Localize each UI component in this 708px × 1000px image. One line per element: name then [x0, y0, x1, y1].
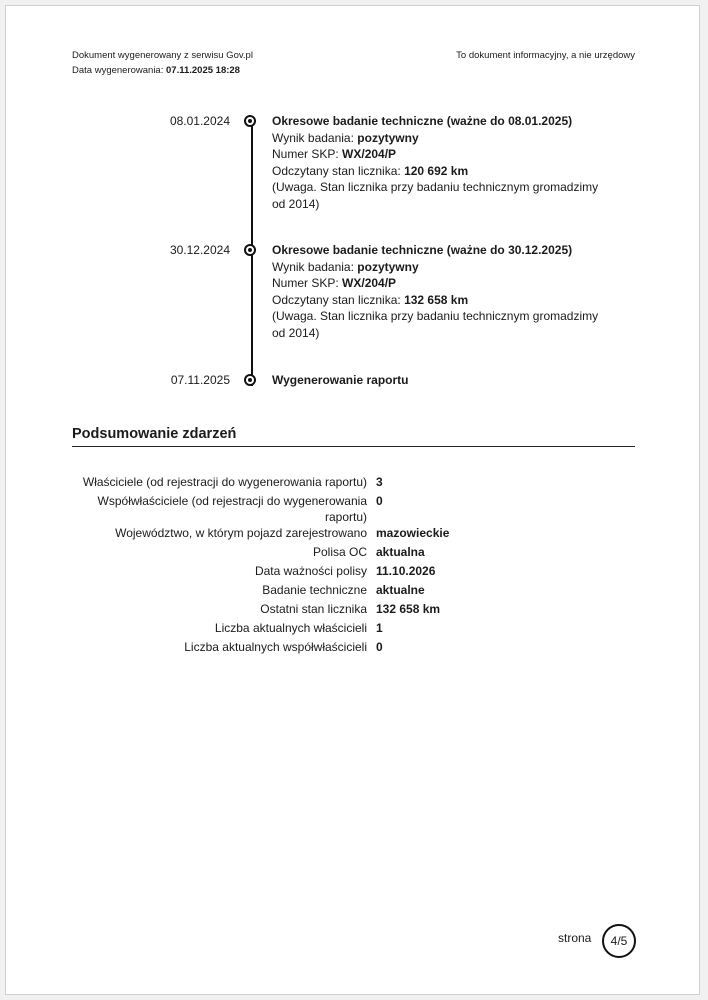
- odometer-note: (Uwaga. Stan licznika przy badaniu technicznym gromadzimy od 2014): [272, 309, 599, 340]
- odometer-reading: Odczytany stan licznika: 120 692 km: [272, 163, 469, 178]
- header-source: Dokument wygenerowany z serwisu Gov.pl: [72, 50, 253, 61]
- document-page: [5, 5, 700, 995]
- summary-title: Podsumowanie zdarzeń: [72, 426, 635, 447]
- skp-number: Numer SKP: WX/204/P: [272, 276, 397, 290]
- skp-number: Numer SKP: WX/204/P: [272, 147, 397, 161]
- timeline-event-title: Okresowe badanie techniczne (ważne do 30.12.2025): [272, 243, 573, 257]
- summary-label: Współwłaściciele (od rejestracji do wygenerowania raportu): [97, 494, 367, 524]
- odometer-reading: Odczytany stan licznika: 132 658 km: [272, 292, 469, 307]
- page-number: 4/5: [602, 924, 636, 958]
- timeline-event-date: 07.11.2025: [170, 373, 230, 387]
- summary-label: Właściciele (od rejestracji do wygenerowania raportu): [82, 475, 367, 489]
- summary-value: 3: [376, 475, 383, 489]
- summary-label: Polisa OC: [312, 545, 367, 559]
- header-date-value: 07.11.2025 18:28: [166, 65, 240, 76]
- summary-value: mazowieckie: [376, 526, 450, 540]
- summary-label: Liczba aktualnych współwłaścicieli: [184, 640, 367, 654]
- header-date-label: Data wygenerowania:: [72, 65, 164, 76]
- summary-value: 132 658 km: [376, 602, 441, 616]
- timeline-event-title: Okresowe badanie techniczne (ważne do 08.01.2025): [272, 114, 573, 128]
- timeline-event: [272, 372, 612, 389]
- summary-label: Badanie techniczne: [262, 583, 367, 597]
- timeline-event: [272, 242, 612, 341]
- summary-label: Data ważności polisy: [254, 564, 367, 578]
- timeline-dot-icon: [244, 115, 256, 127]
- header-note: To dokument informacyjny, a nie urzędowy: [456, 50, 635, 61]
- timeline-dot-icon: [244, 374, 256, 386]
- inspection-result: Wynik badania: pozytywny: [272, 259, 419, 274]
- odometer-note: (Uwaga. Stan licznika przy badaniu technicznym gromadzimy od 2014): [272, 180, 599, 211]
- summary-label: Liczba aktualnych właścicieli: [214, 621, 367, 635]
- summary-value: 0: [376, 640, 383, 654]
- timeline-event-title: Wygenerowanie raportu: [272, 373, 409, 387]
- header-source-block: [72, 48, 253, 78]
- summary-label: Ostatni stan licznika: [260, 602, 367, 616]
- timeline-event: [272, 113, 612, 212]
- summary-value: 11.10.2026: [376, 564, 436, 578]
- summary-label: Województwo, w którym pojazd zarejestrowano: [115, 526, 367, 540]
- summary-value: aktualne: [376, 583, 425, 597]
- page-label: strona: [558, 931, 592, 945]
- timeline-dot-icon: [244, 244, 256, 256]
- summary-value: 1: [376, 621, 383, 635]
- timeline-event-date: 08.01.2024: [169, 114, 230, 128]
- summary-value: 0: [376, 494, 383, 508]
- summary-value: aktualna: [376, 545, 425, 559]
- timeline-event-date: 30.12.2024: [169, 243, 230, 257]
- header-date: [72, 63, 253, 78]
- inspection-result: Wynik badania: pozytywny: [272, 130, 419, 145]
